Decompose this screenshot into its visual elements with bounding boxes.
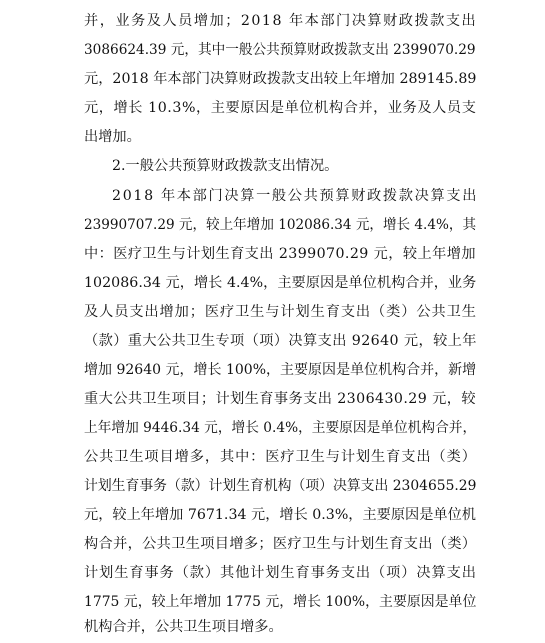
- text-line-1-text: 并，业务及人员增加；2018 年本部门决算财政拨款支出: [84, 13, 478, 29]
- text-line-22: [84, 614, 283, 640]
- text-line-3-text: 元，2018 年本部门决算财政拨款支出较上年增加 289145.89: [84, 71, 477, 87]
- text-line-15: [84, 415, 476, 441]
- text-line-4-text: 元，增长 10.3%，主要原因是单位机构合并，业务及人员支: [84, 100, 477, 116]
- text-line-11-text: 及人员支出增加；医疗卫生与计划生育支出（类）公共卫生: [84, 304, 477, 320]
- section-heading: [112, 153, 338, 179]
- text-line-19-text: 构合并，公共卫生项目增多；医疗卫生与计划生育支出（类）: [84, 536, 477, 552]
- text-line-12-text: （款）重大公共卫生专项（项）决算支出 92640 元，较上年: [84, 333, 477, 349]
- text-line-12: [84, 328, 476, 354]
- text-line-13: [84, 357, 476, 383]
- text-line-1: [84, 8, 476, 34]
- text-line-16-text: 公共卫生项目增多，其中：医疗卫生与计划生育支出（类）: [84, 449, 477, 465]
- text-line-5: [84, 124, 141, 150]
- text-line-10: [84, 270, 476, 296]
- text-line-2-text: 3086624.39 元，其中一般公共预算财政拨款支出 2399070.29: [84, 42, 476, 58]
- text-line-20: [84, 560, 476, 586]
- text-line-2: [84, 37, 476, 63]
- text-line-19: [84, 531, 476, 557]
- text-line-9: [84, 241, 476, 267]
- text-line-11: [84, 299, 476, 325]
- text-line-22-text: 机构合并，公共卫生项目增多。: [84, 619, 283, 635]
- text-line-3: [84, 66, 476, 92]
- text-line-20-text: 计划生育事务（款）其他计划生育事务支出（项）决算支出: [84, 565, 477, 581]
- text-line-13-text: 增加 92640 元，增长 100%，主要原因是单位机构合并，新增: [84, 362, 477, 378]
- text-line-21-text: 1775 元，较上年增加 1775 元，增长 100%，主要原因是单位: [84, 594, 477, 610]
- text-line-4: [84, 95, 476, 121]
- text-line-18: [84, 502, 476, 528]
- text-line-5-text: 出增加。: [84, 129, 141, 145]
- text-line-7: [112, 183, 479, 209]
- text-line-8: [84, 212, 476, 238]
- text-line-14-text: 重大公共卫生项目；计划生育事务支出 2306430.29 元，较: [84, 391, 476, 407]
- text-line-8-text: 23990707.29 元，较上年增加 102086.34 元，增长 4.4%，其: [84, 217, 477, 233]
- text-line-17: [84, 473, 476, 499]
- text-line-9-text: 中：医疗卫生与计划生育支出 2399070.29 元，较上年增加: [84, 246, 476, 262]
- text-line-15-text: 上年增加 9446.34 元，增长 0.4%，主要原因是单位机构合并，: [84, 420, 477, 436]
- text-line-7-text: 2018 年本部门决算一般公共预算财政拨款决算支出: [112, 188, 479, 204]
- text-line-21: [84, 589, 476, 615]
- text-line-10-text: 102086.34 元，增长 4.4%，主要原因是单位机构合并，业务: [84, 275, 477, 291]
- text-line-14: [84, 386, 476, 412]
- text-line-17-text: 计划生育事务（款）计划生育机构（项）决算支出 2304655.29: [84, 478, 477, 494]
- section-heading-text: 2.一般公共预算财政拨款支出情况。: [112, 158, 339, 174]
- text-line-16: [84, 444, 476, 470]
- text-line-18-text: 元，较上年增加 7671.34 元，增长 0.3%，主要原因是单位机: [84, 507, 476, 523]
